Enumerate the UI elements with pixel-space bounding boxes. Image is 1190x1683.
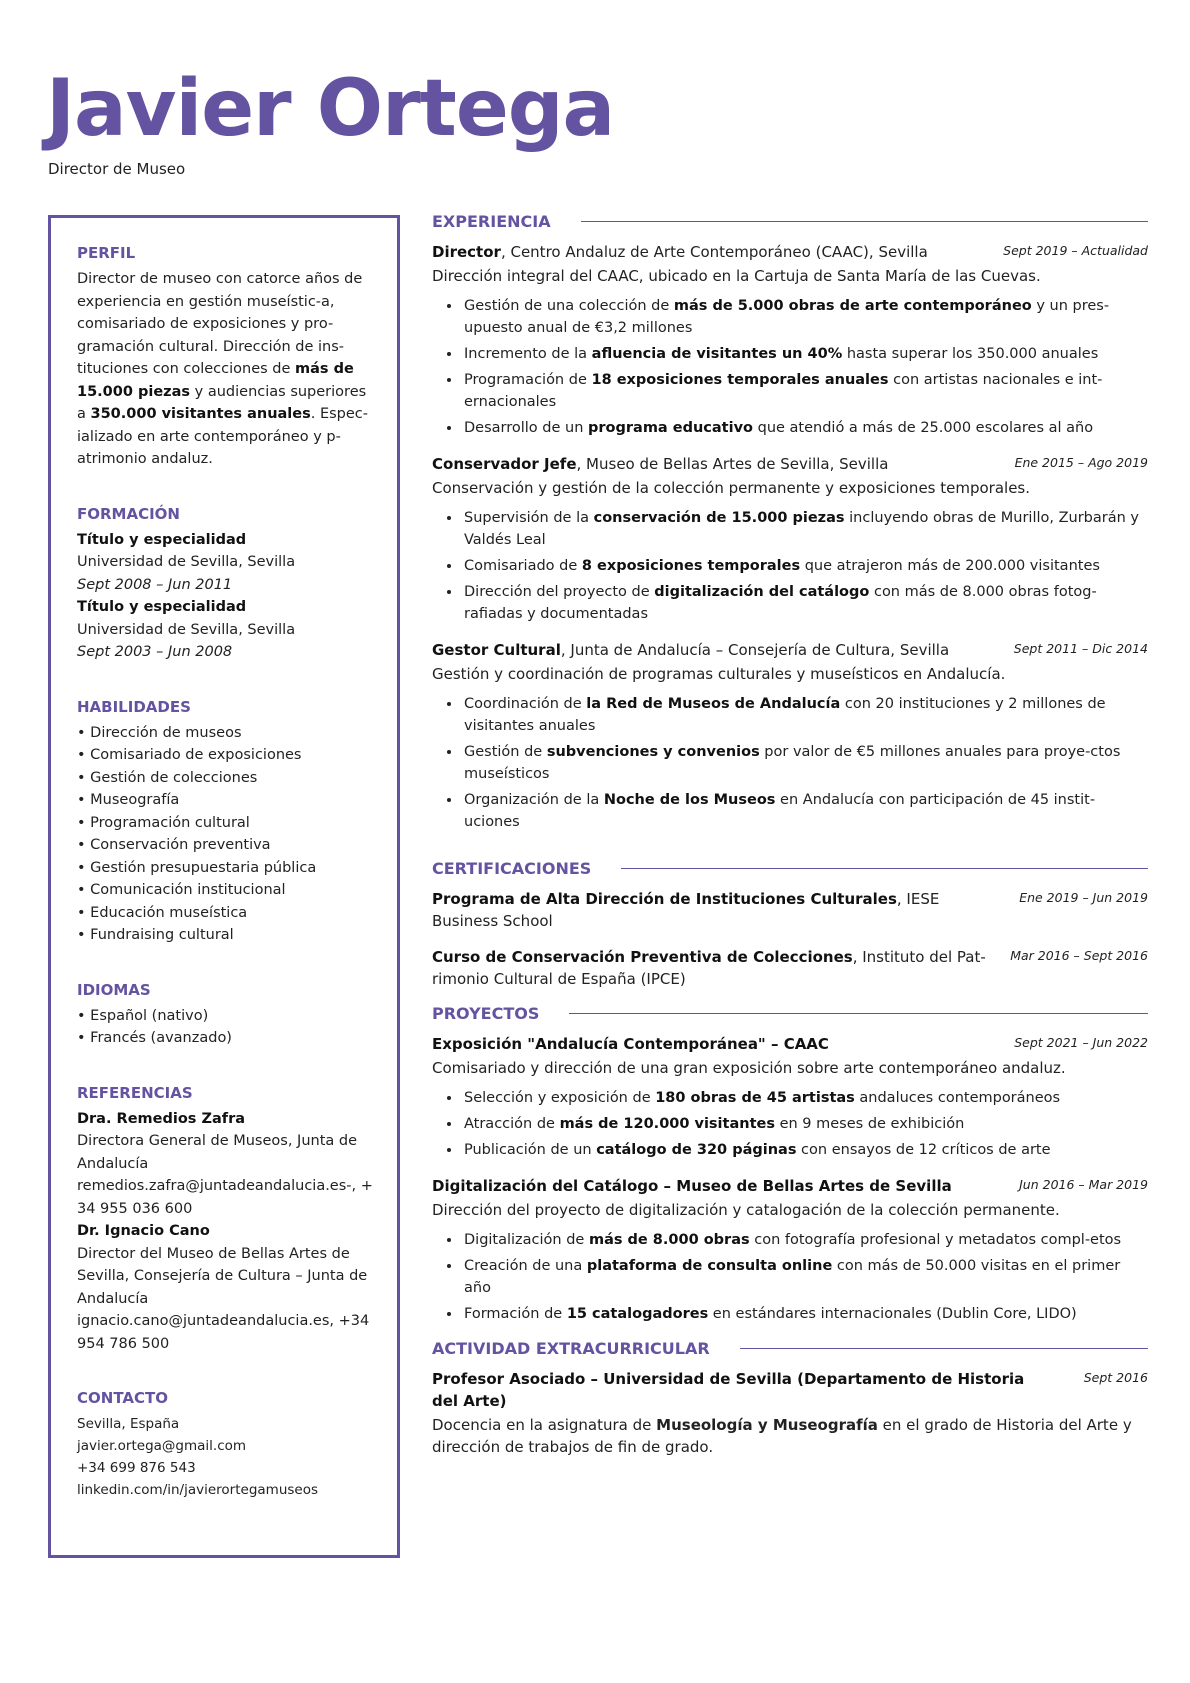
cert-entry: Programa de Alta Dirección de Instituciones Culturales, IESE Business School Ene 2019 – Jun 2019	[432, 890, 1148, 930]
formacion-section	[77, 505, 373, 664]
referencias-heading: REFERENCIAS	[77, 1083, 193, 1102]
extracurricular-entry: Profesor Asociado – Universidad de Sevilla (Departamento de Historia del Arte) Sept 2016 Docencia en la asignatura de Museología y Museografía en el grado de Historia del Arte y dirección de trabajos de fin de grado.	[432, 1370, 1148, 1456]
idiomas-heading: IDIOMAS	[77, 980, 151, 999]
cert-entry: Curso de Conservación Preventiva de Colecciones, Instituto del Pat-rimonio Cultural de España (IPCE) Mar 2016 – Sept 2016	[432, 948, 1148, 988]
list-item: • Desarrollo de un programa educativo que atendió a más de 25.000 escolares al año	[462, 417, 1148, 439]
list-item: • Coordinación de la Red de Museos de Andalucía con 20 instituciones y 2 millones de visitantes anuales	[462, 693, 1148, 737]
list-item: • Organización de la Noche de los Museos en Andalucía con participación de 45 instit-uciones	[462, 789, 1148, 833]
job-title: Director de Museo	[48, 160, 186, 178]
phone: +34 699 876 543	[77, 1460, 196, 1476]
list-item: • Programación de 18 exposiciones temporales anuales con artistas nacionales e int-ernacionales	[462, 369, 1148, 413]
list-item: • Creación de una plataforma de consulta online con más de 50.000 visitas en el primer año	[462, 1255, 1148, 1299]
main-column	[432, 212, 1148, 1472]
perfil-heading: PERFIL	[77, 244, 136, 262]
habilidades-section	[77, 698, 373, 947]
list-item: • Selección y exposición de 180 obras de 45 artistas andaluces contemporáneos	[462, 1087, 1148, 1109]
list-item: • Francés (avanzado)	[77, 1030, 232, 1046]
list-item: • Dirección de museos	[77, 724, 242, 741]
idiomas-section	[77, 981, 373, 1050]
list-item: • Gestión de subvenciones y convenios por valor de €5 millones anuales para proye-ctos museísticos	[462, 741, 1148, 785]
certificaciones-heading: CERTIFICACIONES	[432, 859, 1148, 878]
list-item: • Gestión presupuestaria pública	[77, 859, 317, 876]
contacto-section	[77, 1389, 373, 1501]
linkedin-link[interactable]: linkedin.com/in/javierortegamuseos	[77, 1482, 319, 1498]
list-item: • Gestión de colecciones	[77, 769, 258, 786]
habilidades-heading: HABILIDADES	[77, 697, 191, 716]
list-item: • Gestión de una colección de más de 5.000 obras de arte contemporáneo y un pres-upuesto anual de €3,2 millones	[462, 295, 1148, 339]
list-item: • Comunicación institucional	[77, 882, 286, 898]
referencias-section	[77, 1084, 373, 1356]
sidebar	[48, 215, 400, 1558]
skills-list	[77, 722, 373, 947]
formacion-heading: FORMACIÓN	[77, 504, 180, 523]
list-item: • Incremento de la afluencia de visitantes un 40% hasta superar los 350.000 anuales	[462, 343, 1148, 365]
list-item: • Formación de 15 catalogadores en estándares internacionales (Dublin Core, LIDO)	[462, 1303, 1148, 1325]
list-item: • Comisariado de 8 exposiciones temporales que atrajeron más de 200.000 visitantes	[462, 555, 1148, 577]
formacion-item: Título y especialidad Universidad de Sevilla, Sevilla Sept 2008 – Jun 2011 Título y especialidad Universidad de Sevilla, Sevilla Sept 2003 – Jun 2008	[77, 531, 296, 660]
experiencia-heading: EXPERIENCIA	[432, 212, 1148, 231]
location: Sevilla, España	[77, 1416, 180, 1432]
list-item: • Educación museística	[77, 904, 248, 921]
contact-list	[77, 1413, 373, 1501]
list-item: • Español (nativo)	[77, 1007, 209, 1024]
list-item: • Fundraising cultural	[77, 927, 234, 943]
project-entry: Exposición "Andalucía Contemporánea" – CAAC Sept 2021 – Jun 2022 Comisariado y dirección de una gran exposición sobre arte contemporáneo andaluz. • Selección y exposición de 180 obras de 45 artistas andaluces contemporáneos • Atracción de más de 120.000 visitantes en 9 meses de exhibición • Publicación de un catálogo de 320 páginas con ensayos de 12 críticos de arte	[432, 1033, 1148, 1161]
name: Javier Ortega	[46, 64, 615, 154]
perfil-text: Director de museo con catorce años de experiencia en gestión museístic-a, comisariado de exposiciones y pro-gramación cultural. Dirección de ins-tituciones con colecciones de más de 15.000 piezas y audiencias superiores a 350.000 visitantes anuales. Espec-ializado en arte contemporáneo y p-atrimonio andaluz.	[77, 271, 369, 467]
job-entry: Gestor Cultural, Junta de Andalucía – Consejería de Cultura, Sevilla Sept 2011 – Dic 2014 Gestión y coordinación de programas culturales y museísticos en Andalucía. • Coordinación de la Red de Museos de Andalucía con 20 instituciones y 2 millones de visitantes anuales • Gestión de subvenciones y convenios por valor de €5 millones anuales para proye-ctos museísticos • Organización de la Noche de los Museos en Andalucía con participación de 45 instit-uciones	[432, 639, 1148, 833]
proyectos-heading: PROYECTOS	[432, 1004, 1148, 1023]
languages-list	[77, 1005, 373, 1050]
list-item: • Comisariado de exposiciones	[77, 747, 302, 763]
list-item: • Atracción de más de 120.000 visitantes en 9 meses de exhibición	[462, 1113, 1148, 1135]
job-entry: Director, Centro Andaluz de Arte Contemporáneo (CAAC), Sevilla Sept 2019 – Actualidad Dirección integral del CAAC, ubicado en la Cartuja de Santa María de las Cuevas. • Gestión de una colección de más de 5.000 obras de arte contemporáneo y un pres-upuesto anual de €3,2 millones • Incremento de la afluencia de visitantes un 40% hasta superar los 350.000 anuales • Programación de 18 exposiciones temporales anuales con artistas nacionales e int-ernacionales • Desarrollo de un programa educativo que atendió a más de 25.000 escolares al año	[432, 241, 1148, 439]
email-link[interactable]: javier.ortega@gmail.com	[77, 1438, 247, 1454]
list-item: • Supervisión de la conservación de 15.000 piezas incluyendo obras de Murillo, Zurbarán y Valdés Leal	[462, 507, 1148, 551]
list-item: • Conservación preventiva	[77, 837, 271, 853]
list-item: • Digitalización de más de 8.000 obras con fotografía profesional y metadatos compl-etos	[462, 1229, 1148, 1251]
list-item: • Programación cultural	[77, 814, 250, 831]
job-entry: Conservador Jefe, Museo de Bellas Artes de Sevilla, Sevilla Ene 2015 – Ago 2019 Conservación y gestión de la colección permanente y exposiciones temporales. • Supervisión de la conservación de 15.000 piezas incluyendo obras de Murillo, Zurbarán y Valdés Leal • Comisariado de 8 exposiciones temporales que atrajeron más de 200.000 visitantes • Dirección del proyecto de digitalización del catálogo con más de 8.000 obras fotog-rafiadas y documentadas	[432, 453, 1148, 625]
extracurricular-heading: ACTIVIDAD EXTRACURRICULAR	[432, 1339, 1148, 1358]
perfil-section	[77, 244, 373, 471]
list-item: • Dirección del proyecto de digitalización del catálogo con más de 8.000 obras fotog-rafiadas y documentadas	[462, 581, 1148, 625]
list-item: • Museografía	[77, 792, 180, 808]
list-item: • Publicación de un catálogo de 320 páginas con ensayos de 12 críticos de arte	[462, 1139, 1148, 1161]
project-entry: Digitalización del Catálogo – Museo de Bellas Artes de Sevilla Jun 2016 – Mar 2019 Dirección del proyecto de digitalización y catalogación de la colección permanente. • Digitalización de más de 8.000 obras con fotografía profesional y metadatos compl-etos • Creación de una plataforma de consulta online con más de 50.000 visitas en el primer año • Formación de 15 catalogadores en estándares internacionales (Dublin Core, LIDO)	[432, 1175, 1148, 1325]
contacto-heading: CONTACTO	[77, 1389, 168, 1407]
reference-item: Dra. Remedios Zafra Directora General de Museos, Junta de Andalucía remedios.zafra@juntadeandalucia.es-, +34 955 036 600 Dr. Ignacio Cano Director del Museo de Bellas Artes de Sevilla, Consejería de Cultura – Junta de Andalucía ignacio.cano@juntadeandalucia.es, +34 954 786 500	[77, 1110, 373, 1352]
